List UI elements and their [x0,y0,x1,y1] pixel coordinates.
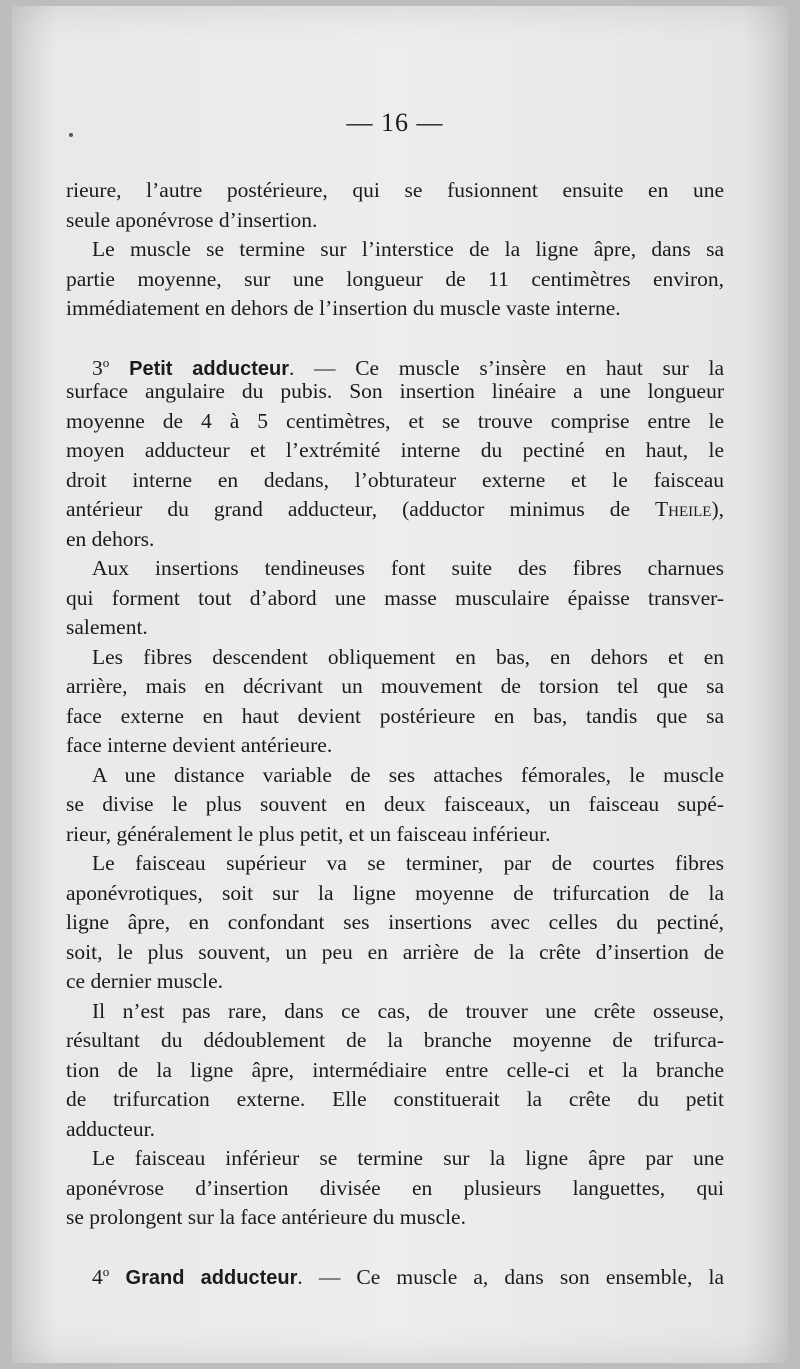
text-line [66,849,724,879]
line-text: . — Ce muscle a, dans son ensemble, la [297,1264,724,1289]
text-line [66,820,724,850]
text-line [66,908,724,938]
text-line [66,377,724,407]
line-text: partie moyenne, sur une longueur de 11 centimètres environ, [66,266,724,291]
text-line [66,1056,724,1086]
ordinal-mark: o [102,354,110,370]
section-heading-line [66,1257,724,1287]
line-text: face interne devient antérieure. [66,733,333,757]
text-line [66,790,724,820]
text-line [66,702,724,732]
line-text: Il n’est pas rare, dans ce cas, de trouver une crête osseuse, [92,998,724,1023]
line-text: aponévrose d’insertion divisée en plusieurs languettes, qui [66,1175,724,1200]
line-text: immédiatement en dehors de l’insertion du muscle vaste interne. [66,296,621,320]
line-text: antérieur du grand adducteur, (adductor minimus de [66,497,655,521]
text-line [66,436,724,466]
line-text: Le faisceau inférieur se termine sur la ligne âpre par une [92,1146,724,1170]
author-name: Theile [655,497,712,521]
line-text: qui forment tout d’abord une masse musculaire épaisse transver- [66,585,724,610]
text-line [66,525,724,555]
line-text: A une distance variable de ses attaches fémorales, le muscle [92,762,724,787]
line-text: de trifurcation externe. Elle constituerait la crête du petit [66,1087,724,1111]
line-text: soit, le plus souvent, un peu en arrière de la crête d’insertion de [66,939,724,964]
line-text: Aux insertions tendineuses font suite des fibres charnues [92,556,724,580]
line-text: se prolongent sur la face antérieure du muscle. [66,1205,466,1229]
line-text: adducteur. [66,1116,155,1141]
line-text: Les fibres descendent obliquement en bas, en dehors et en [92,644,724,669]
text-line [66,265,724,295]
line-text: Le muscle se termine sur l’interstice de la ligne âpre, dans sa [92,237,724,261]
text-line [66,176,724,206]
text-body [66,176,724,1289]
text-line [66,206,724,236]
text-line [66,1203,724,1233]
text-line [66,997,724,1027]
line-text: moyenne de 4 à 5 centimètres, et se trouve comprise entre le [66,408,724,433]
text-line [66,1115,724,1145]
line-text: ligne âpre, en confondant ses insertions avec celles du pectiné, [66,910,724,934]
text-line [66,643,724,673]
line-text: seule aponévrose d’insertion. [66,207,318,232]
text-line [66,1026,724,1056]
text-line [66,294,724,324]
book-page [12,6,788,1363]
text-line [66,938,724,968]
section-title: Petit adducteur [109,357,289,380]
section-number: 3 [92,355,103,380]
line-text: rieure, l’autre postérieure, qui se fusionnent ensuite en une [66,178,724,202]
text-line [66,967,724,997]
text-line [66,584,724,614]
line-text: rieur, généralement le plus petit, et un faisceau inférieur. [66,821,551,846]
line-text: face externe en haut devient postérieure en bas, tandis que sa [66,703,724,728]
section-number: 4 [92,1264,103,1289]
section-heading-line [66,348,724,378]
line-text: aponévrotiques, soit sur la ligne moyenne de trifurcation de la [66,880,724,905]
line-text: Le faisceau supérieur va se terminer, par de courtes fibres [92,851,724,875]
line-text: ce dernier muscle. [66,969,223,993]
text-line [66,407,724,437]
text-line [66,495,724,525]
paragraph-gap [66,1233,724,1257]
line-text: résultant du dédoublement de la branche moyenne de trifurca- [66,1028,724,1052]
text-line [66,554,724,584]
text-line [66,879,724,909]
page-number: — 16 — [346,108,444,137]
line-text: arrière, mais en décrivant un mouvement de torsion tel que sa [66,674,724,698]
line-text: tion de la ligne âpre, intermédiaire entre celle-ci et la branche [66,1057,724,1082]
line-text: . — Ce muscle s’insère en haut sur la [288,355,724,380]
paragraph-gap [66,324,724,348]
line-text-end: ), [711,497,724,521]
text-line [66,466,724,496]
line-text: moyen adducteur et l’extrémité interne du pectiné en haut, le [66,438,724,462]
line-text: salement. [66,615,148,639]
text-line [66,613,724,643]
text-line [66,235,724,265]
page-content [66,106,724,1289]
text-line [66,731,724,761]
line-text: droit interne en dedans, l’obturateur externe et le faisceau [66,467,724,492]
text-line [66,672,724,702]
text-line [66,1085,724,1115]
ordinal-mark: o [102,1263,110,1279]
section-title: Grand adducteur [109,1266,298,1289]
line-text: se divise le plus souvent en deux faisceaux, un faisceau supé- [66,792,724,816]
line-text: surface angulaire du pubis. Son insertion linéaire a une longueur [66,379,724,403]
text-line [66,761,724,791]
line-text: en dehors. [66,526,155,551]
text-line [66,1174,724,1204]
text-line [66,1144,724,1174]
